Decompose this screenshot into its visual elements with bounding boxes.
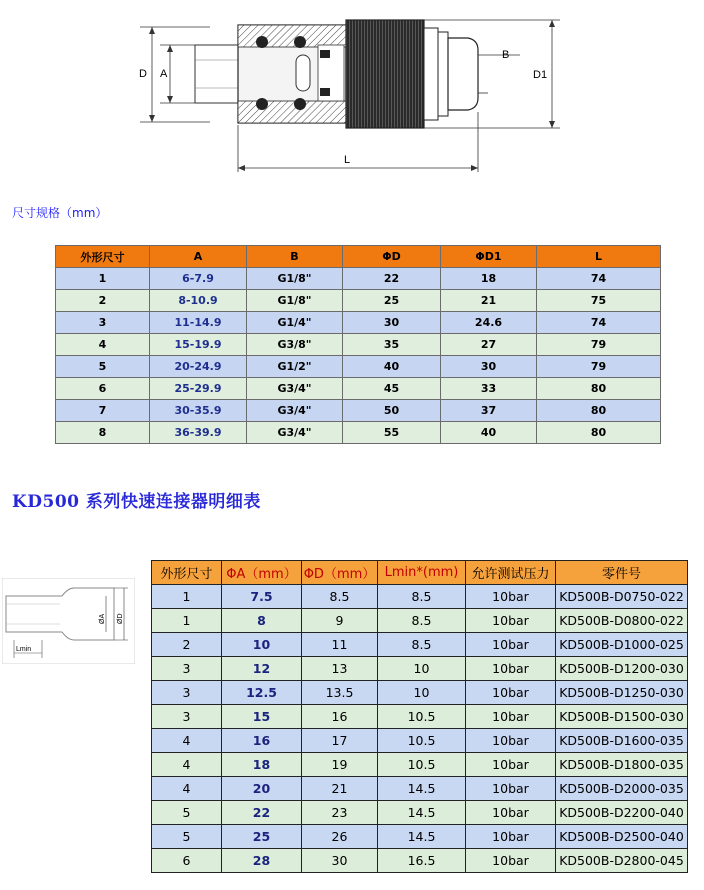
table-cell: 23 (302, 801, 378, 825)
table-cell: 6 (56, 378, 150, 400)
table-cell: KD500B-D2000-035 (556, 777, 688, 801)
table-row (152, 849, 688, 873)
table-cell: 14.5 (378, 777, 466, 801)
table-cell: 18 (441, 268, 537, 290)
table-cell: 3 (152, 681, 222, 705)
table-cell: 25 (222, 825, 302, 849)
table-cell: 3 (152, 657, 222, 681)
table-cell: 30 (302, 849, 378, 873)
table-row (56, 400, 661, 422)
table-cell: 4 (152, 777, 222, 801)
table-cell: 14.5 (378, 801, 466, 825)
table-header-row (152, 561, 688, 585)
table-cell: 3 (152, 705, 222, 729)
table-cell: 80 (537, 378, 661, 400)
table-cell: 30-35.9 (150, 400, 247, 422)
table-cell: KD500B-D2500-040 (556, 825, 688, 849)
table-row (152, 801, 688, 825)
table-header-cell: A (150, 246, 247, 268)
table-row (56, 334, 661, 356)
table-cell: 14.5 (378, 825, 466, 849)
table-cell: 4 (56, 334, 150, 356)
table-cell: KD500B-D0800-022 (556, 609, 688, 633)
table-cell: 1 (152, 609, 222, 633)
table-cell: 8.5 (302, 585, 378, 609)
dim-label-d1: D1 (533, 69, 548, 81)
table-cell: 16 (302, 705, 378, 729)
table-row (152, 753, 688, 777)
table-header-cell: 零件号 (556, 561, 688, 585)
table-header-cell: 外形尺寸 (152, 561, 222, 585)
table-cell: 37 (441, 400, 537, 422)
table-cell: 4 (152, 753, 222, 777)
table-cell: G1/4" (247, 312, 343, 334)
table-cell: 36-39.9 (150, 422, 247, 444)
table-row (56, 378, 661, 400)
table-cell: 13.5 (302, 681, 378, 705)
table-cell: 2 (56, 290, 150, 312)
mini-label-lmin: Lmin (16, 646, 32, 653)
table-cell: 7.5 (222, 585, 302, 609)
table-header-cell: B (247, 246, 343, 268)
dimension-spec-label: 尺寸规格（mm） (12, 206, 108, 220)
table-cell: 55 (343, 422, 441, 444)
connector-drawing (0, 0, 704, 180)
table-cell: 5 (152, 801, 222, 825)
table-cell: 10bar (466, 609, 556, 633)
table-cell: 27 (441, 334, 537, 356)
table-cell: 12.5 (222, 681, 302, 705)
table-row (152, 609, 688, 633)
table-cell: 50 (343, 400, 441, 422)
table-cell: 3 (56, 312, 150, 334)
table-cell: 11 (302, 633, 378, 657)
table-cell: 24.6 (441, 312, 537, 334)
table-cell: 15 (222, 705, 302, 729)
table-cell: 10 (378, 657, 466, 681)
dim-label-a: A (160, 68, 168, 80)
table-cell: 10bar (466, 705, 556, 729)
table-header-row (56, 246, 661, 268)
table-cell: 21 (302, 777, 378, 801)
table-cell: 1 (152, 585, 222, 609)
table-cell: 33 (441, 378, 537, 400)
table-cell: 10.5 (378, 729, 466, 753)
table-cell: 18 (222, 753, 302, 777)
table-cell: 16.5 (378, 849, 466, 873)
table-row (152, 777, 688, 801)
table-cell: KD500B-D2200-040 (556, 801, 688, 825)
table-cell: KD500B-D1500-030 (556, 705, 688, 729)
table-cell: 11-14.9 (150, 312, 247, 334)
table-cell: 22 (222, 801, 302, 825)
table-row (56, 312, 661, 334)
table-cell: 15-19.9 (150, 334, 247, 356)
table-cell: 10bar (466, 681, 556, 705)
table-header-cell: ΦD1 (441, 246, 537, 268)
table-row (56, 356, 661, 378)
table-header-cell: 允许测试压力 (466, 561, 556, 585)
table-cell: 8.5 (378, 609, 466, 633)
table-row (152, 633, 688, 657)
mini-label-a: ØA (99, 613, 106, 624)
table-cell: KD500B-D2800-045 (556, 849, 688, 873)
table-cell: 8 (222, 609, 302, 633)
table-cell: 25-29.9 (150, 378, 247, 400)
table-cell: 35 (343, 334, 441, 356)
table-row (56, 422, 661, 444)
table-cell: 21 (441, 290, 537, 312)
table-cell: 5 (56, 356, 150, 378)
mini-label-d: ØD (117, 613, 124, 624)
table-cell: 79 (537, 334, 661, 356)
table-cell: 75 (537, 290, 661, 312)
table-cell: G1/8" (247, 290, 343, 312)
table-cell: 5 (152, 825, 222, 849)
table-cell: 10bar (466, 777, 556, 801)
table-header-cell: 外形尺寸 (56, 246, 150, 268)
tube-mini-drawing (2, 578, 135, 664)
table-cell: 10bar (466, 801, 556, 825)
table-header-cell: L (537, 246, 661, 268)
table-cell: 74 (537, 312, 661, 334)
table-cell: G1/2" (247, 356, 343, 378)
table-header-cell: Lmin*(mm) (378, 561, 466, 585)
table-cell: 10.5 (378, 753, 466, 777)
table-header-cell: ΦD（mm） (302, 561, 378, 585)
table-cell: 10 (222, 633, 302, 657)
table-header-cell: ΦD (343, 246, 441, 268)
table-cell: 13 (302, 657, 378, 681)
table-cell: 9 (302, 609, 378, 633)
table-row (152, 705, 688, 729)
table-cell: 10bar (466, 729, 556, 753)
table-cell: 79 (537, 356, 661, 378)
table-cell: 40 (343, 356, 441, 378)
table-cell: 10bar (466, 849, 556, 873)
dim-label-b: B (502, 49, 510, 61)
table-cell: 17 (302, 729, 378, 753)
table-cell: 26 (302, 825, 378, 849)
table-cell: KD500B-D1800-035 (556, 753, 688, 777)
table-cell: 40 (441, 422, 537, 444)
table-cell: 20 (222, 777, 302, 801)
table-cell: 8-10.9 (150, 290, 247, 312)
table-row (152, 681, 688, 705)
table-cell: 6 (152, 849, 222, 873)
table-cell: 30 (343, 312, 441, 334)
table-cell: 10 (378, 681, 466, 705)
table-cell: 20-24.9 (150, 356, 247, 378)
table-cell: 19 (302, 753, 378, 777)
table-cell: 30 (441, 356, 537, 378)
table-header-cell: ΦA（mm） (222, 561, 302, 585)
table-cell: 10bar (466, 825, 556, 849)
table-cell: KD500B-D1600-035 (556, 729, 688, 753)
table-cell: 25 (343, 290, 441, 312)
table-cell: KD500B-D1000-025 (556, 633, 688, 657)
table-cell: G3/4" (247, 422, 343, 444)
table-cell: G1/8" (247, 268, 343, 290)
dim-label-d: D (139, 68, 147, 80)
table-cell: KD500B-D0750-022 (556, 585, 688, 609)
table-cell: G3/4" (247, 378, 343, 400)
table-cell: 6-7.9 (150, 268, 247, 290)
table-cell: 74 (537, 268, 661, 290)
table-cell: 2 (152, 633, 222, 657)
table-cell: 8.5 (378, 585, 466, 609)
table-cell: 16 (222, 729, 302, 753)
table-row (56, 268, 661, 290)
table-cell: 1 (56, 268, 150, 290)
table-cell: 7 (56, 400, 150, 422)
table-cell: 4 (152, 729, 222, 753)
table-cell: 80 (537, 400, 661, 422)
table-cell: 28 (222, 849, 302, 873)
table-cell: 12 (222, 657, 302, 681)
table-row (152, 729, 688, 753)
table-row (56, 290, 661, 312)
table-row (152, 657, 688, 681)
dimension-spec-table (55, 245, 661, 444)
table-cell: 10bar (466, 657, 556, 681)
table-cell: G3/4" (247, 400, 343, 422)
dim-label-l: L (344, 154, 351, 166)
table-cell: 8 (56, 422, 150, 444)
table-row (152, 825, 688, 849)
table-cell: 45 (343, 378, 441, 400)
table-cell: 10bar (466, 633, 556, 657)
table-cell: 22 (343, 268, 441, 290)
table-cell: 80 (537, 422, 661, 444)
table-cell: G3/8" (247, 334, 343, 356)
table-row (152, 585, 688, 609)
table-cell: 10.5 (378, 705, 466, 729)
kd500-detail-table (151, 560, 688, 873)
table-cell: KD500B-D1250-030 (556, 681, 688, 705)
table-cell: 10bar (466, 753, 556, 777)
table-cell: 10bar (466, 585, 556, 609)
table-cell: 8.5 (378, 633, 466, 657)
table-cell: KD500B-D1200-030 (556, 657, 688, 681)
kd500-section-title: KD500 系列快速连接器明细表 (12, 492, 261, 512)
